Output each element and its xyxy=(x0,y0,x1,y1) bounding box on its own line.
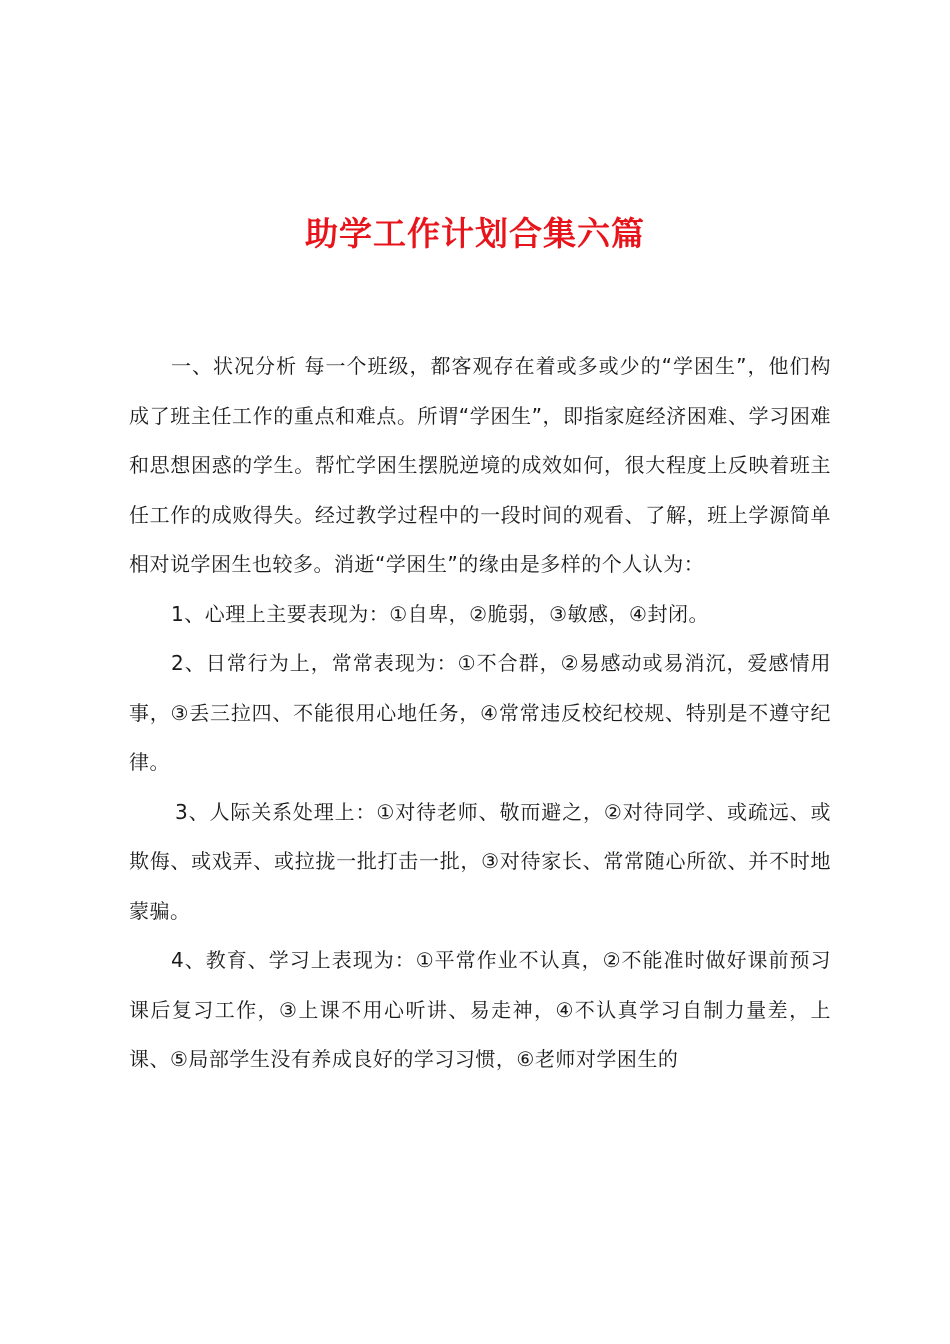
paragraph-psychology: 1、心理上主要表现为：①自卑，②脆弱，③敏感，④封闭。 xyxy=(171,601,709,626)
document-body xyxy=(129,342,831,1085)
paragraph-situation-analysis: 一、状况分析 每一个班级，都客观存在着或多或少的“学困生”，他们构成了班主任工作的重点和难点。所谓“学困生”，即指家庭经济困难、学习困难和思想困惑的学生。帮忙学困生摆脱逆境的成效如何，很大程度上反映着班主任工作的成败得失。经过教学过程中的一段时间的观看、了解，班上学源简单相对说学困生也较多。消逝“学困生”的缘由是多样的个人认为： xyxy=(129,354,831,576)
paragraph-learning: 4、教育、学习上表现为：①平常作业不认真，②不能准时做好课前预习课后复习工作，③上课不用心听讲、易走神，④不认真学习自制力量差，上课、⑤局部学生没有养成良好的学习习惯，⑥老师对学困生的 xyxy=(129,948,831,1071)
document-title: 助学工作计划合集六篇 xyxy=(305,214,645,253)
paragraph-relationships: 3、人际关系处理上：①对待老师、敬而避之，②对待同学、或疏远、或欺侮、或戏弄、或拉拢一批打击一批，③对待家长、常常随心所欲、并不时地蒙骗。 xyxy=(129,799,831,923)
paragraph-daily-behavior: 2、日常行为上，常常表现为：①不合群，②易感动或易消沉，爱感情用事，③丢三拉四、不能很用心地任务，④常常违反校纪校规、特别是不遵守纪律。 xyxy=(129,651,831,774)
